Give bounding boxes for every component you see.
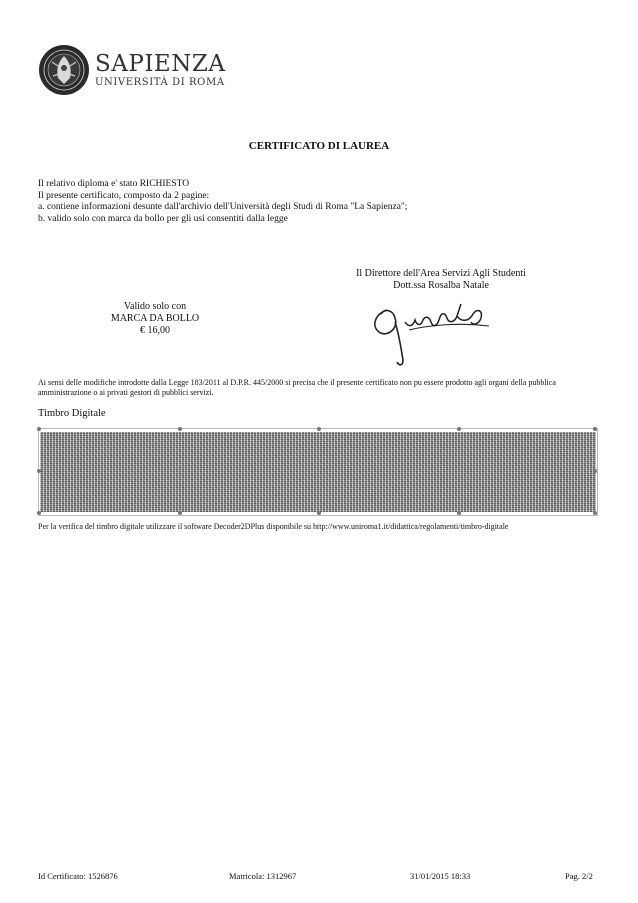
registration-mark xyxy=(593,511,597,515)
stamp-amount: € 16,00 xyxy=(140,325,170,336)
registration-mark xyxy=(37,427,41,431)
intro-text xyxy=(38,179,407,225)
registration-mark xyxy=(37,469,41,473)
handwritten-signature xyxy=(365,292,505,372)
digital-stamp-label: Timbro Digitale xyxy=(38,408,106,419)
stamp-line: MARCA DA BOLLO xyxy=(110,313,200,324)
registration-mark xyxy=(317,427,321,431)
signatory-role: Il Direttore dell'Area Servizi Agli Studenti xyxy=(356,268,526,279)
signatory-block xyxy=(300,268,582,292)
document-title: CERTIFICATO DI LAUREA xyxy=(248,140,390,152)
registration-mark xyxy=(317,511,321,515)
legal-notice: Ai sensi delle modifiche introdotte dalla Legge 183/2011 al D.P.R. 445/2000 si precisa che il presente certificato non pu essere prodotto agli organi della pubblica amministrazione o ai privati gestori di pubblici servizi. xyxy=(38,378,556,397)
registration-mark xyxy=(178,427,182,431)
intro-line: b. valido solo con marca da bollo per gli usi consentiti dalla legge xyxy=(38,213,288,224)
stamp-line: Valido solo con xyxy=(123,301,187,312)
footer-page-number: Pag. 2/2 xyxy=(565,871,593,881)
registration-mark xyxy=(593,469,597,473)
registration-mark xyxy=(457,511,461,515)
footer-certificate-id: Id Certificato: 1526876 xyxy=(38,871,118,881)
registration-mark xyxy=(457,427,461,431)
revenue-stamp-note xyxy=(60,301,250,337)
registration-mark xyxy=(37,511,41,515)
intro-line: Il presente certificato, composto da 2 pagine: xyxy=(38,190,210,201)
barcode-pattern xyxy=(40,432,596,512)
sapienza-seal-logo xyxy=(38,44,90,96)
registration-mark xyxy=(593,427,597,431)
intro-line: Il relativo diploma e' stato RICHIESTO xyxy=(38,179,190,189)
intro-line: a. contiene informazioni desunte dall'archivio dell'Università degli Studi di Roma "La Sapienza"; xyxy=(38,202,408,212)
brand-wordmark xyxy=(95,52,225,89)
footer-matricola: Matricola: 1312967 xyxy=(229,871,297,881)
registration-mark xyxy=(178,511,182,515)
signatory-name: Dott.ssa Rosalba Natale xyxy=(393,280,489,291)
brand-subtitle: UNIVERSITÀ DI ROMA xyxy=(95,77,225,88)
brand-name: SAPIENZA xyxy=(95,51,226,77)
digital-stamp-barcode xyxy=(38,428,598,516)
verification-note: Per la verifica del timbro digitale utilizzare il software Decoder2DPlus disponibile su http://www.uniroma1.it/didattica/regolamenti/timbro-digitale xyxy=(38,522,509,531)
footer-datetime: 31/01/2015 18:33 xyxy=(410,871,471,881)
